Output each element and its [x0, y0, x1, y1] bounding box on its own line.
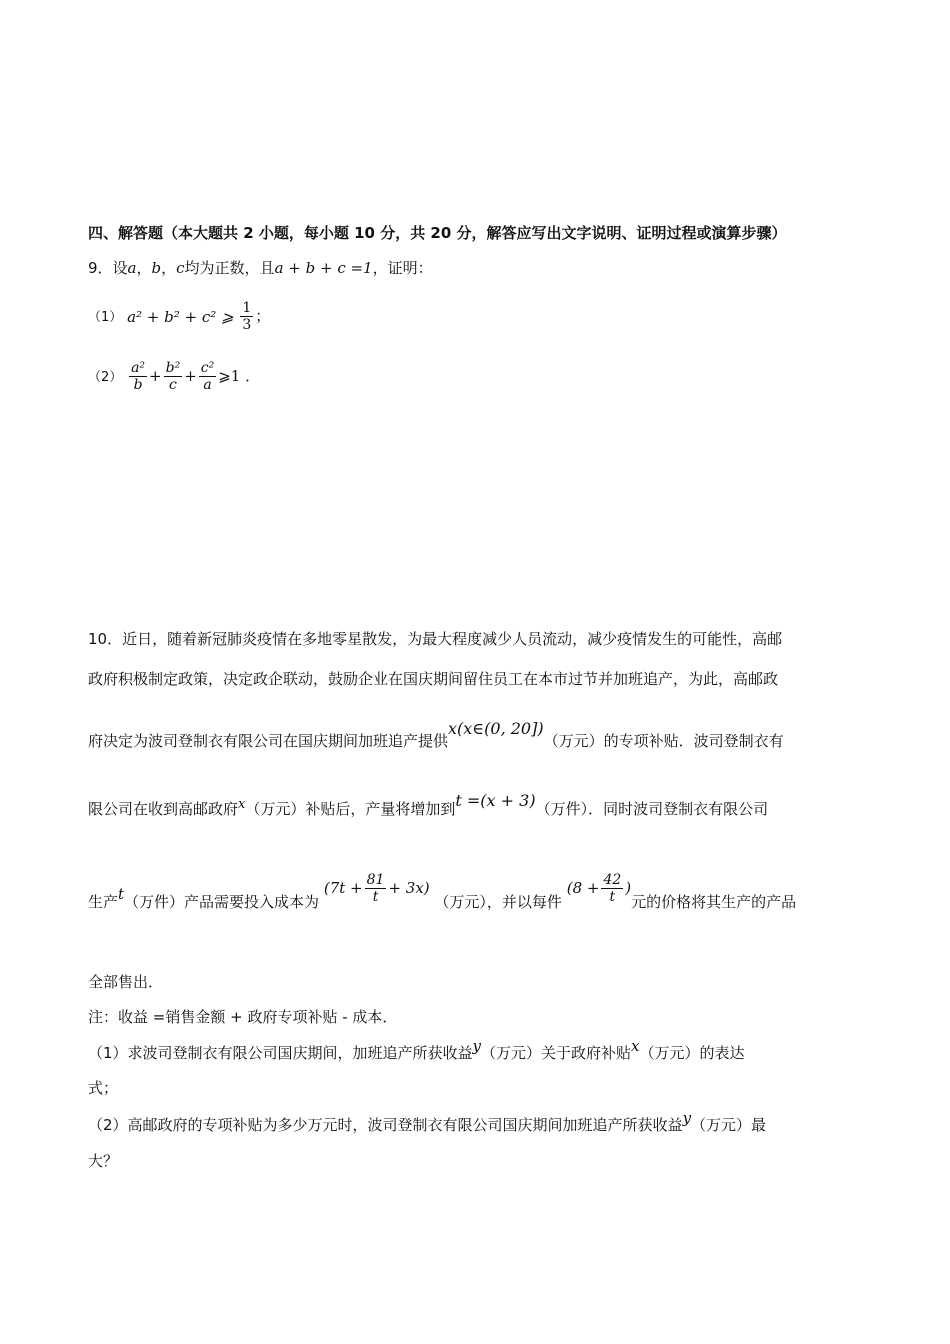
fraction-numerator: b² — [165, 360, 181, 376]
q9-intro-suffix: ，证明： — [372, 259, 433, 277]
q10-note: 注：收益 =销售金额 + 政府专项补贴 - 成本． — [88, 1008, 398, 1026]
q9-condition: a + b + c =1 — [274, 259, 373, 277]
fraction-denominator: t — [609, 889, 616, 905]
fraction-numerator: 1 — [242, 300, 252, 316]
fraction-denominator: 3 — [242, 317, 252, 333]
q9-sep: ， — [161, 259, 177, 277]
q10-part2-pre: （2）高邮政府的专项补贴为多少万元时，波司登制衣有限公司国庆期间加班追产所获收益 — [88, 1116, 683, 1134]
q10-part2-post: （万元）最 — [691, 1116, 767, 1134]
q9-var-b: b — [151, 259, 162, 277]
q10-line-6: 全部售出． — [88, 973, 164, 991]
price-close: ) — [625, 879, 632, 897]
q9-var-a: a — [127, 259, 137, 277]
plus-sign: + — [184, 367, 197, 385]
q9-part2-fraction-1 — [129, 360, 147, 393]
q10-price-formula — [567, 866, 631, 910]
q9-part1-lhs: a² + b² + c² ⩾ — [127, 307, 234, 326]
q10-line-5-pre: 生产 — [88, 893, 119, 911]
q10-part1-var-y: y — [472, 1037, 482, 1055]
q10-part1-mid: （万元）关于政府补贴 — [481, 1044, 632, 1062]
q10-line-1: 10．近日，随着新冠肺炎疫情在多地零星散发，为最大程度减少人员流动，减少疫情发生的可能性，高邮 — [88, 630, 783, 648]
q10-line-3-pre: 府决定为波司登制衣有限公司在国庆期间加班追产提供 — [88, 732, 449, 750]
q10-part1-var-x: x — [631, 1037, 640, 1055]
q9-part2-label: （2） — [88, 370, 123, 385]
q10-part1 — [88, 1037, 745, 1063]
q9-sep: ， — [136, 259, 152, 277]
q9-part2-fraction-2 — [164, 360, 183, 393]
fraction-denominator: b — [133, 377, 143, 393]
cost-open: (7t + — [323, 879, 363, 897]
fraction-numerator: 81 — [366, 872, 385, 888]
q10-cost-formula — [324, 866, 430, 910]
q9-part1 — [88, 298, 270, 336]
section-heading: 四、解答题（本大题共 2 小题，每小题 10 分，共 20 分，解答应写出文字说明、证明过程或演算步骤） — [88, 224, 787, 242]
q10-line-3 — [88, 719, 784, 751]
q10-line-4 — [88, 791, 769, 821]
q10-line-5-mid1: （万件）产品需要投入成本为 — [124, 893, 320, 911]
q10-output-formula: t =(x + 3) — [455, 791, 536, 810]
q10-subsidy-range: x(x∈(0, 20]) — [448, 719, 544, 738]
plus-sign: + — [149, 367, 162, 385]
q9-intro — [88, 258, 433, 278]
cost-close: + 3x) — [388, 879, 430, 897]
q9-part2-rhs: ⩾1 — [218, 367, 241, 385]
q9-part2 — [88, 356, 260, 398]
price-fraction — [601, 872, 623, 905]
q9-number: 9．设 — [88, 259, 128, 277]
q9-part2-fraction-3 — [199, 360, 216, 393]
fraction-denominator: t — [372, 889, 379, 905]
q10-part1-post: （万元）的表达 — [639, 1044, 745, 1062]
q10-var-t: t — [118, 885, 125, 903]
q10-line-4-post: （万件）．同时波司登制衣有限公司 — [535, 800, 769, 818]
q10-part1-wrap: 式； — [88, 1079, 119, 1097]
q10-var-x: x — [238, 797, 246, 812]
q10-line-5-mid2: （万元），并以每件 — [434, 893, 562, 911]
q9-part2-end: ． — [245, 367, 261, 385]
fraction-numerator: c² — [200, 360, 215, 376]
fraction-numerator: 42 — [603, 872, 622, 888]
fraction-denominator: c — [168, 377, 177, 393]
q10-part2 — [88, 1109, 767, 1135]
q10-line-3-post: （万元）的专项补贴．波司登制衣有 — [543, 732, 784, 750]
q9-part1-label: （1） — [88, 310, 123, 325]
q10-part2-var-y: y — [682, 1109, 692, 1127]
q10-line-2: 政府积极制定政策，决定政企联动，鼓励企业在国庆期间留住员工在本市过节并加班追产，为此，高邮政 — [88, 670, 779, 688]
fraction-denominator: a — [203, 377, 212, 393]
q9-var-c: c — [176, 259, 185, 277]
q10-line-5 — [88, 872, 797, 924]
q9-part1-end: ； — [255, 307, 271, 325]
q10-line-5-post: 元的价格将其生产的产品 — [631, 893, 797, 911]
q9-part1-fraction — [240, 300, 253, 333]
q10-line-4-pre: 限公司在收到高邮政府 — [88, 800, 239, 818]
q10-part2-wrap: 大？ — [88, 1152, 119, 1170]
q9-intro-mid: 均为正数，且 — [184, 259, 275, 277]
fraction-numerator: a² — [131, 360, 146, 376]
q10-part1-pre: （1）求波司登制衣有限公司国庆期间，加班追产所获收益 — [88, 1044, 473, 1062]
cost-fraction — [365, 872, 387, 905]
price-open: (8 + — [566, 879, 600, 897]
q10-line-4-mid: （万元）补贴后，产量将增加到 — [245, 800, 456, 818]
